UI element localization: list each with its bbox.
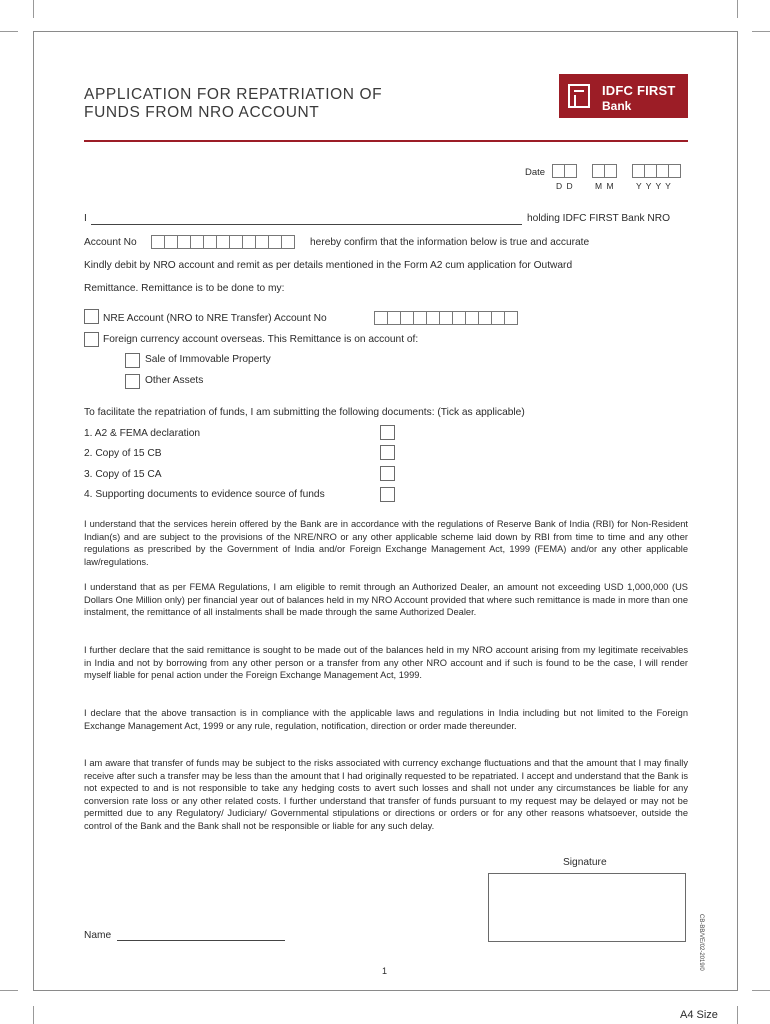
declaration-paragraph: I am aware that transfer of funds may be subject to the risks associated with currency exchange fluctuations and that the amount that I may finally receive after such a transfer may be less than the amount that I had originally requested to be repatriated. I accept and understand that the Bank is not expected to and is not responsible to take any hedging costs to avert such losses and shall not under any circumstances be liable for any conversion rate loss or any other related costs. I further understand that transfer of funds pursuant to my request may be delayed or may not be permitted due to any Regulatory/ Judiciary/ Governmental stipulations or directions or orders or for any other reasons whatsoever, outside the control of the Bank and the Bank shall not be responsible or liable for any such delay. — [84, 758, 688, 831]
account-digit-box[interactable] — [491, 311, 505, 325]
foreign-account-checkbox[interactable] — [84, 332, 99, 347]
logo-text-line1: IDFC FIRST — [602, 83, 676, 98]
declaration-paragraph: I understand that as per FEMA Regulations, I am eligible to remit through an Authorized Dealer, an amount not exceeding USD 1,000,000 (US Dollars One Million only) per financial year out of balances held in my NRO Account provided that where such remittance is made in more than one instalment, the remittance of all instalments shall be made through the same Authorized Dealer. — [84, 582, 688, 618]
date-month-field[interactable] — [593, 164, 617, 178]
applicant-name-field[interactable] — [91, 224, 522, 225]
document-item: 3. Copy of 15 CA — [84, 469, 162, 480]
account-digit-box[interactable] — [413, 311, 427, 325]
bank-logo-icon — [568, 84, 590, 108]
debit-instruction-line1: Kindly debit by NRO account and remit as per details mentioned in the Form A2 cum application for Outward — [84, 260, 573, 271]
date-digit-box[interactable] — [564, 164, 577, 178]
form-code: CB-BB/VE/02-2019/0 — [698, 914, 704, 971]
documents-intro: To facilitate the repatriation of funds, I am submitting the following documents: (Tick as applicable) — [84, 407, 525, 418]
nre-account-checkbox[interactable] — [84, 309, 99, 324]
form-title-line1: APPLICATION FOR REPATRIATION OF — [84, 86, 383, 103]
document-item: 4. Supporting documents to evidence source of funds — [84, 489, 325, 500]
account-digit-box[interactable] — [268, 235, 282, 249]
account-digit-box[interactable] — [439, 311, 453, 325]
account-digit-box[interactable] — [400, 311, 414, 325]
i-label: I — [84, 213, 87, 224]
document-checkbox[interactable] — [380, 425, 395, 440]
account-digit-box[interactable] — [452, 311, 466, 325]
account-digit-box[interactable] — [281, 235, 295, 249]
account-digit-box[interactable] — [374, 311, 388, 325]
other-assets-option: Other Assets — [145, 375, 204, 386]
document-item: 2. Copy of 15 CB — [84, 448, 162, 459]
form-title-line2: FUNDS FROM NRO ACCOUNT — [84, 104, 320, 121]
account-digit-box[interactable] — [216, 235, 230, 249]
document-checkbox[interactable] — [380, 487, 395, 502]
account-digit-box[interactable] — [426, 311, 440, 325]
account-digit-box[interactable] — [387, 311, 401, 325]
page-number: 1 — [382, 966, 388, 976]
holding-text: holding IDFC FIRST Bank NRO — [527, 213, 671, 224]
account-digit-box[interactable] — [242, 235, 256, 249]
account-digit-box[interactable] — [478, 311, 492, 325]
crop-mark — [737, 0, 738, 18]
logo-text-line2: Bank — [602, 99, 632, 113]
nre-account-option: NRE Account (NRO to NRE Transfer) Account No — [103, 313, 327, 324]
account-digit-box[interactable] — [190, 235, 204, 249]
other-assets-checkbox[interactable] — [125, 374, 140, 389]
crop-mark — [0, 31, 18, 32]
date-legend-yyyy: Y Y Y Y — [636, 181, 672, 191]
crop-mark — [33, 1006, 34, 1024]
signature-label: Signature — [563, 857, 607, 868]
name-label: Name — [84, 930, 112, 941]
crop-mark — [33, 0, 34, 18]
crop-mark — [737, 1006, 738, 1024]
account-digit-box[interactable] — [203, 235, 217, 249]
sale-of-property-checkbox[interactable] — [125, 353, 140, 368]
bank-logo — [559, 74, 688, 118]
account-digit-box[interactable] — [229, 235, 243, 249]
account-no-label: Account No — [84, 237, 137, 248]
declaration-paragraph: I declare that the above transaction is in compliance with the applicable laws and regulations in India including but not limited to the Foreign Exchange Management Act, 1999 or any rule, regulation, notification, direction or order made thereunder. — [84, 708, 688, 731]
date-legend-dd: D D — [556, 181, 574, 191]
document-checkbox[interactable] — [380, 466, 395, 481]
form-title — [84, 86, 382, 122]
crop-mark — [0, 990, 18, 991]
debit-instruction-line2: Remittance. Remittance is to be done to my: — [84, 283, 285, 294]
name-field[interactable] — [117, 940, 285, 941]
sale-of-property-option: Sale of Immovable Property — [145, 354, 271, 365]
account-digit-box[interactable] — [504, 311, 518, 325]
account-digit-box[interactable] — [151, 235, 165, 249]
confirm-text: hereby confirm that the information below is true and accurate — [310, 237, 590, 248]
declaration-paragraph: I understand that the services herein offered by the Bank are in accordance with the regulations of Reserve Bank of India (RBI) for Non-Resident Indian(s) and are subject to the provisions of the NRE/NRO or any other applicable scheme laid down by RBI from time to time and any other regulations as prescribed by the Government of India and/or Foreign Exchange Management Act, 1999 (FEMA) and/or any other applicable law/regulations. — [84, 519, 688, 567]
account-digit-box[interactable] — [465, 311, 479, 325]
date-digit-box[interactable] — [668, 164, 681, 178]
account-digit-box[interactable] — [164, 235, 178, 249]
paper-size-label: A4 Size — [680, 1009, 718, 1021]
date-year-field[interactable] — [633, 164, 681, 178]
date-legend-mm: M M — [595, 181, 615, 191]
document-checkbox[interactable] — [380, 445, 395, 460]
signature-box[interactable] — [488, 873, 686, 942]
account-digit-box[interactable] — [177, 235, 191, 249]
nre-account-number-field[interactable] — [375, 311, 518, 325]
date-day-field[interactable] — [553, 164, 577, 178]
nro-account-number-field[interactable] — [152, 235, 295, 249]
account-digit-box[interactable] — [255, 235, 269, 249]
declaration-paragraph: I further declare that the said remittance is sought to be made out of the balances held in my NRO account arising from my legitimate receivables in India and not by borrowing from any other person or a transfer from any other NRO account and if such is found to be the case, I will render myself liable for penal action under the Foreign Exchange Management Act, 1999. — [84, 645, 688, 681]
header-divider — [84, 140, 688, 142]
date-digit-box[interactable] — [604, 164, 617, 178]
foreign-account-option: Foreign currency account overseas. This Remittance is on account of: — [103, 334, 419, 345]
crop-mark — [752, 990, 770, 991]
crop-mark — [752, 31, 770, 32]
date-label: Date — [525, 167, 546, 178]
document-item: 1. A2 & FEMA declaration — [84, 428, 201, 439]
